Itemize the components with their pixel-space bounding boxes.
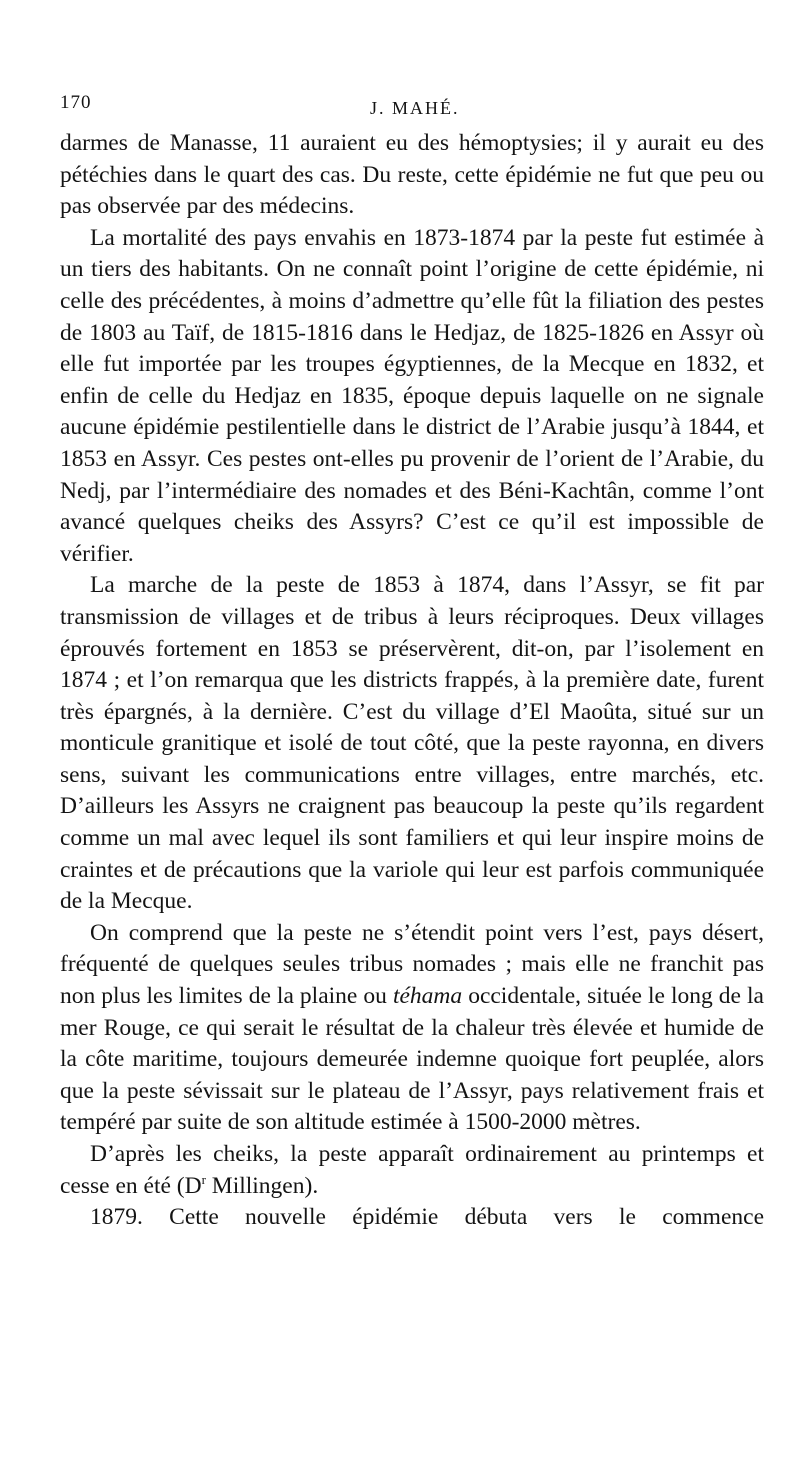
paragraph-1: darmes de Manasse, 11 auraient eu des hémoptysies; il y aurait eu des pétéchies dans le quart des cas. Du reste, cette épidémie ne fut que peu ou pas observée par des médecins. bbox=[60, 130, 764, 220]
paragraph-5-text-b: Millingen). bbox=[205, 1172, 319, 1199]
body-text bbox=[60, 128, 764, 1234]
paragraph-5 bbox=[60, 1139, 764, 1202]
paragraph-6: 1879. Cette nouvelle épidémie débuta vers le commence bbox=[90, 1204, 764, 1231]
paragraph-4-text-b: occidentale, située le long de la mer Rouge, ce qui serait le résultat de la chaleur très élevée et humide de la côte maritime, toujours demeurée indemne quoique fort peuplée, alors que la peste sévissait sur le plateau de l’Assyr, pays relativement frais et tempéré par suite de son altitude estimée à 1500-2000 mètres. bbox=[60, 983, 764, 1136]
italic-term: téhama bbox=[392, 983, 463, 1010]
paragraph-5-text-a: D’après les cheiks, la peste apparaît ordinairement au printemps et cesse en été (D bbox=[60, 1141, 764, 1199]
page-header bbox=[60, 92, 764, 128]
paragraph-4 bbox=[60, 918, 764, 1139]
paragraph-3: La marche de la peste de 1853 à 1874, dans l’Assyr, se fit par transmission de villages et de tribus à leurs réciproques. Deux villages éprouvés fortement en 1853 se préservèrent, dit-on, par l’isolement en 1874 ; et l’on remarqua que les districts frappés, à la première date, furent très épargnés, à la dernière. C’est du village d’El Maoûta, situé sur un monticule granitique et isolé de tout côté, que la peste rayonna, en divers sens, suivant les communications entre villages, entre marchés, etc. D’ailleurs les Assyrs ne craignent pas beaucoup la peste qu’ils regardent comme un mal avec lequel ils sont familiers et qui leur inspire moins de craintes et de précautions que la variole qui leur est parfois communiquée de la Mecque. bbox=[60, 572, 764, 915]
paragraph-4-text-a: On comprend que la peste ne s’étendit point vers l’est, pays désert, fréquenté de quelques seules tribus nomades ; mais elle ne franchit pas non plus les limites de la plaine ou bbox=[60, 919, 764, 1010]
paragraph-2: La mortalité des pays envahis en 1873-1874 par la peste fut estimée à un tiers des habitants. On ne connaît point l’origine de cette épidémie, ni celle des précédentes, à moins d’admettre qu’elle fût la filiation des pestes de 1803 au Taïf, de 1815-1816 dans le Hedjaz, de 1825-1826 en Assyr où elle fut importée par les troupes égyptiennes, de la Mecque en 1832, et enfin de celle du Hedjaz en 1835, époque depuis laquelle on ne signale aucune épidémie pestilentielle dans le district de l’Arabie jusqu’à 1844, et 1853 en Assyr. Ces pestes ont-elles pu provenir de l’orient de l’Arabie, du Nedj, par l’intermédiaire des nomades et des Béni-Kachtân, comme l’ont avancé quelques cheiks des Assyrs? C’est ce qu’il est impossible de vérifier. bbox=[60, 224, 764, 567]
page bbox=[60, 92, 764, 1234]
running-head: J. MAHÉ. bbox=[370, 98, 460, 118]
superscript: r bbox=[201, 1171, 206, 1187]
page-number: 170 bbox=[60, 92, 92, 113]
